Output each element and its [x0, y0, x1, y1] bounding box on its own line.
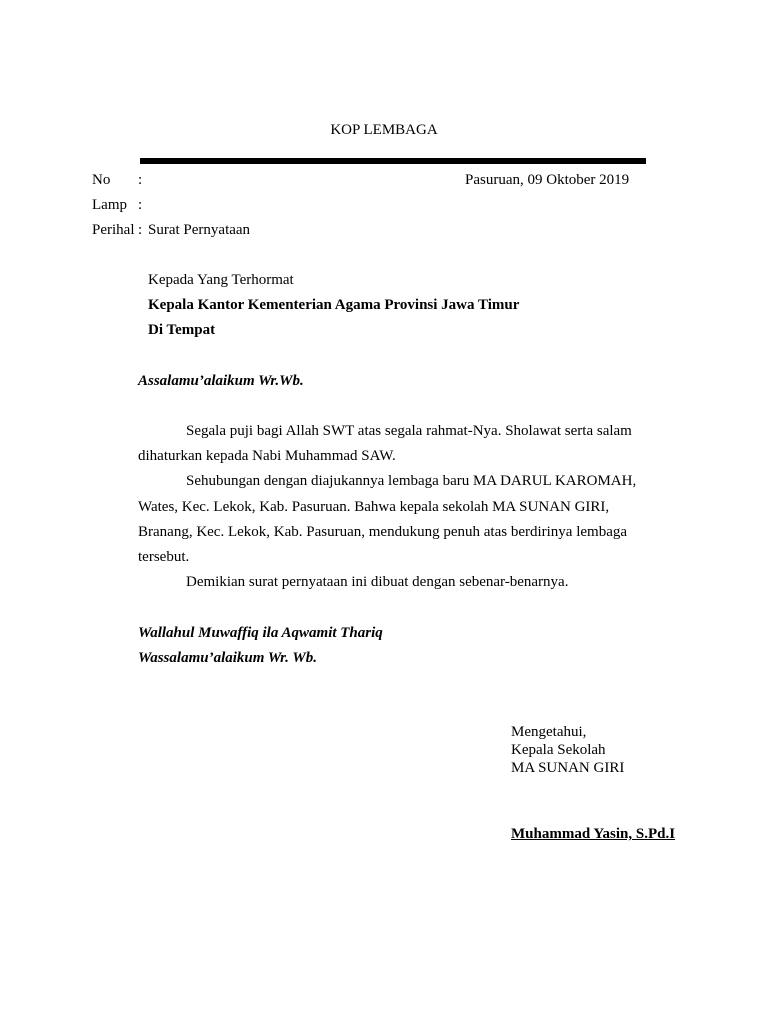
recipient-name: Kepala Kantor Kementerian Agama Provinsi Jawa Timur — [148, 297, 520, 313]
lamp-colon: : — [138, 197, 143, 213]
signature-school: MA SUNAN GIRI — [511, 760, 625, 776]
lamp-label: Lamp — [92, 197, 127, 213]
body-line: Wates, Kec. Lekok, Kab. Pasuruan. Bahwa kepala sekolah MA SUNAN GIRI, — [138, 499, 610, 515]
opening-salam: Assalamu’alaikum Wr.Wb. — [138, 373, 304, 389]
no-colon: : — [138, 172, 143, 188]
no-label: No — [92, 172, 111, 188]
letterhead-title: KOP LEMBAGA — [330, 122, 438, 138]
perihal-label: Perihal — [92, 222, 135, 238]
signature-position: Kepala Sekolah — [511, 742, 606, 758]
body-line: dihaturkan kepada Nabi Muhammad SAW. — [138, 448, 396, 464]
recipient-greeting: Kepada Yang Terhormat — [148, 272, 294, 288]
body-line: Segala puji bagi Allah SWT atas segala rahmat-Nya. Sholawat serta salam — [186, 423, 632, 439]
body-line: tersebut. — [138, 549, 190, 565]
closing-doa: Wallahul Muwaffiq ila Aqwamit Thariq — [138, 625, 383, 641]
letterhead-rule — [140, 158, 646, 164]
body-line: Sehubungan dengan diajukannya lembaga baru MA DARUL KAROMAH, — [186, 473, 637, 489]
body-line: Demikian surat pernyataan ini dibuat dengan sebenar-benarnya. — [186, 574, 569, 590]
letter-date: Pasuruan, 09 Oktober 2019 — [465, 172, 630, 188]
body-line: Branang, Kec. Lekok, Kab. Pasuruan, mendukung penuh atas berdirinya lembaga — [138, 524, 628, 540]
perihal-value: Surat Pernyataan — [148, 222, 251, 238]
perihal-colon: : — [138, 222, 143, 238]
closing-salam: Wassalamu’alaikum Wr. Wb. — [138, 650, 317, 666]
signature-name: Muhammad Yasin, S.Pd.I — [511, 826, 676, 842]
recipient-place: Di Tempat — [148, 322, 216, 338]
signature-acknowledged: Mengetahui, — [511, 724, 587, 740]
